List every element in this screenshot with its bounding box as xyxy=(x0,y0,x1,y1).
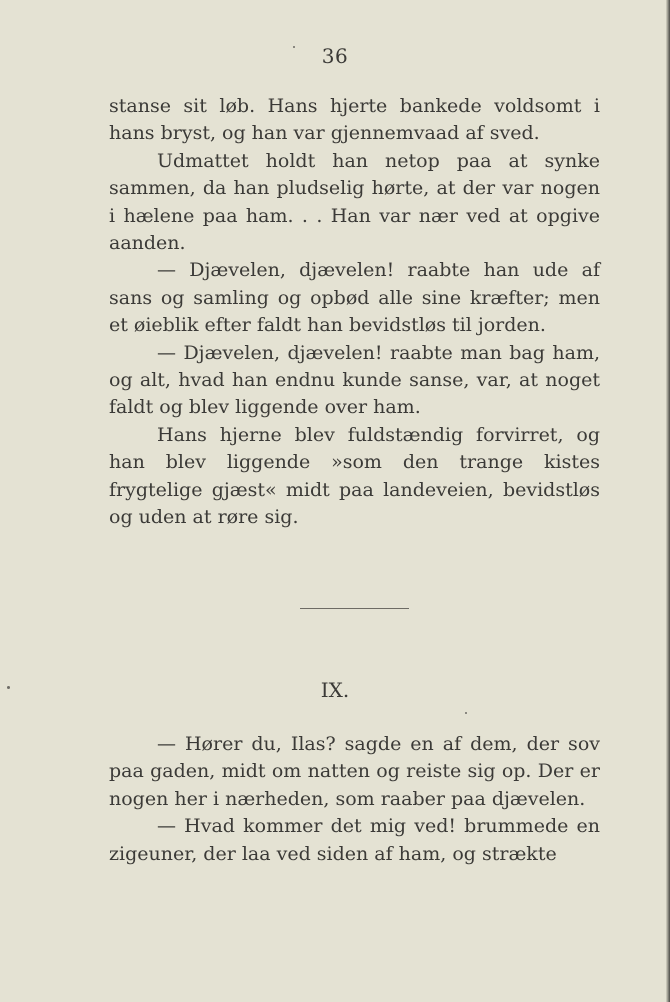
paragraph: stanse sit løb. Hans hjerte bankede voldsomt i hans bryst, og han var gjennemvaad af sved. xyxy=(109,95,600,145)
paragraph: — Hvad kommer det mig ved! brummede en zigeuner, der laa ved siden af ham, og strækte xyxy=(109,815,600,865)
paragraph: — Djævelen, djævelen! raabte man bag ham, og alt, hvad han endnu kunde sanse, var, at noget faldt og blev liggende over ham. xyxy=(109,341,600,419)
paragraph: — Djævelen, djævelen! raabte han ude af sans og samling og opbød alle sine kræfter; men et øieblik efter faldt han bevidstløs til jorden. xyxy=(109,259,600,337)
paper-speck xyxy=(7,686,10,689)
paper-speck xyxy=(293,46,295,48)
paragraph: Hans hjerne blev fuldstændig forvirret, og han blev liggende »som den trange kistes frygtelige gjæst« midt paa landeveien, bevidstløs og uden at røre sig. xyxy=(109,423,600,529)
paragraph: — Hører du, Ilas? sagde en af dem, der sov paa gaden, midt om natten og reiste sig op. Der er nogen her i nærheden, som raaber paa djævelen. xyxy=(109,733,600,810)
page-number: 36 xyxy=(321,44,349,68)
section-divider xyxy=(300,608,409,609)
page-edge xyxy=(666,0,670,1002)
paper-speck xyxy=(465,712,467,714)
paragraph: Udmattet holdt han netop paa at synke sammen, da han pludselig hørte, at der var nogen i hælene paa ham. . . Han var nær ved at opgive aanden. xyxy=(109,149,600,255)
body-text-chapter-ix xyxy=(109,731,600,868)
chapter-heading: IX. xyxy=(320,678,350,702)
body-text-section-1 xyxy=(109,93,600,532)
